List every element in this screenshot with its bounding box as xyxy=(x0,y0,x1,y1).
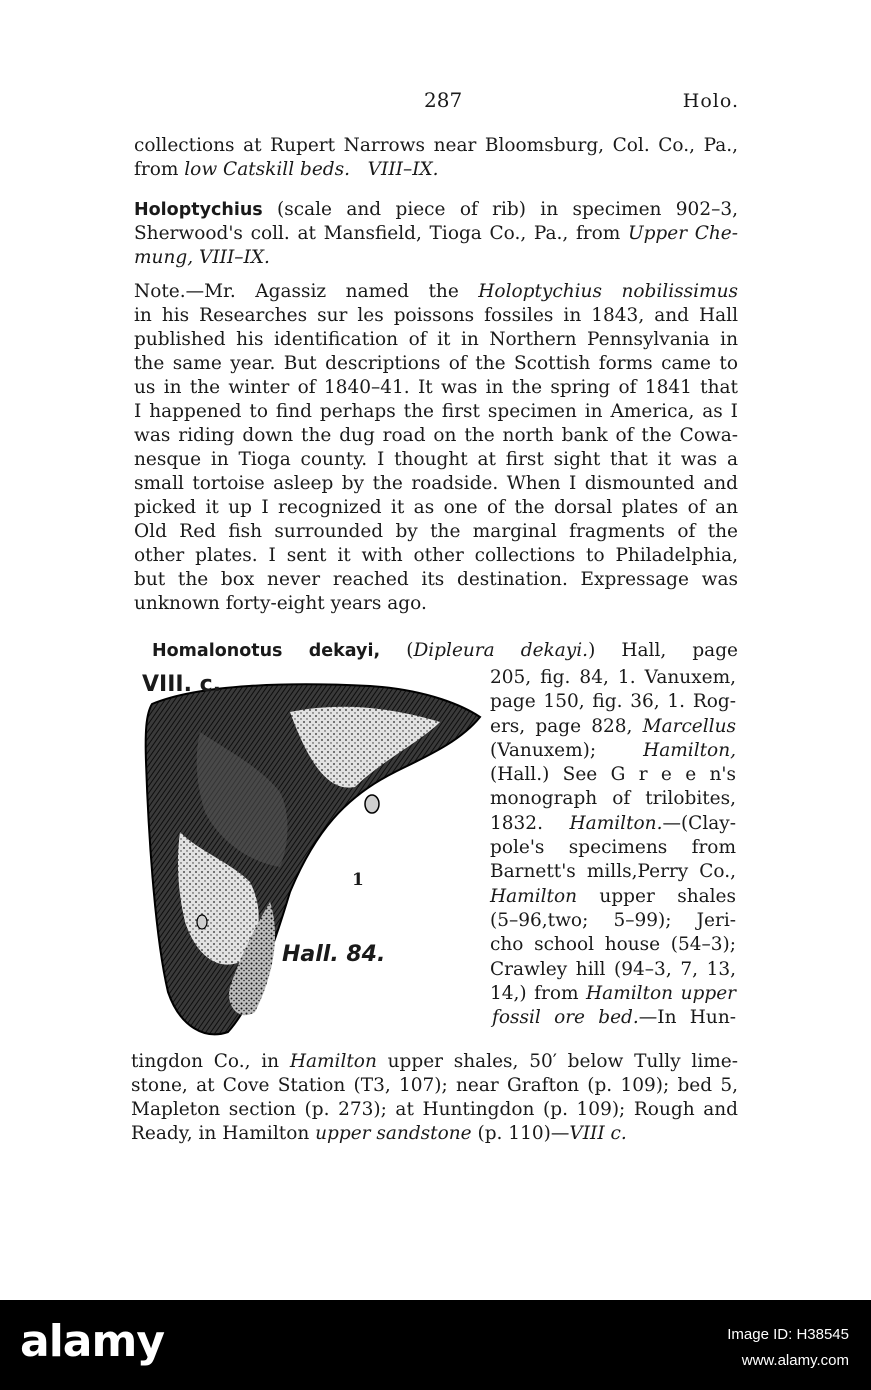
text-line: page 150, fig. 36, 1. Rog- xyxy=(490,691,736,713)
text-line: but the box never reached its destination. Expressage was xyxy=(134,569,738,590)
text-line: from low Catskill beds. VIII–IX. xyxy=(134,159,439,180)
homalonotus-heading xyxy=(152,639,738,663)
text-line: fossil ore bed.—In Hun- xyxy=(492,1007,736,1029)
text-line: 1832. Hamilton.—(Clay- xyxy=(490,812,736,834)
text-line: picked it up I recognized it as one of the dorsal plates of an xyxy=(134,497,738,518)
text-line: was riding down the dug road on the north bank of the Cowa- xyxy=(134,425,738,446)
text-line: Barnett's mills,Perry Co., xyxy=(490,861,736,883)
closing-paragraph xyxy=(131,1050,738,1146)
text-line: 205, fig. 84, 1. Vanuxem, xyxy=(490,667,736,688)
text-line: tingdon Co., in Hamilton upper shales, 50′ below Tully lime- xyxy=(131,1051,738,1072)
text-line: Hamilton upper shales xyxy=(490,885,736,907)
text-line: pole's specimens from xyxy=(490,837,736,859)
text-line: other plates. I sent it with other collections to Philadelphia, xyxy=(134,545,738,566)
text-line: us in the winter of 1840–41. It was in the spring of 1841 that xyxy=(134,377,738,398)
image-url: www.alamy.com xyxy=(741,1352,849,1369)
text-line: the same year. But descriptions of the Scottish forms came to xyxy=(134,353,738,374)
text-line: I happened to find perhaps the first specimen in America, as I xyxy=(134,401,738,422)
image-id xyxy=(727,1322,849,1374)
text-line: Mapleton section (p. 273); at Huntingdon (p. 109); Rough and xyxy=(131,1099,738,1120)
text-line: in his Researches sur les poissons fossiles in 1843, and Hall xyxy=(134,305,738,326)
text-line: (Vanuxem); Hamilton, xyxy=(490,739,736,761)
text-line: collections at Rupert Narrows near Bloomsburg, Col. Co., Pa., xyxy=(134,135,738,156)
trilobite-figure xyxy=(140,672,494,1054)
text-line: Crawley hill (94–3, 7, 13, xyxy=(490,958,736,980)
figure-side-text xyxy=(490,666,736,1030)
text-line: Old Red fish surrounded by the marginal fragments of the xyxy=(134,521,738,542)
text-line: Note.—Mr. Agassiz named the Holoptychius nobilissimus xyxy=(134,281,738,302)
figure-label-hall: Hall. 84. xyxy=(282,942,386,967)
text-line: mung, VIII–IX. xyxy=(134,247,270,268)
trilobite-illustration xyxy=(140,672,494,1054)
text-line: Ready, in Hamilton upper sandstone (p. 110)—VIII c. xyxy=(131,1123,627,1144)
trilobite-eye xyxy=(365,795,379,813)
note-paragraph xyxy=(134,280,738,616)
image-id-text: Image ID: H38545 xyxy=(727,1326,849,1343)
text-line: small tortoise asleep by the roadside. When I dismounted and xyxy=(134,473,738,494)
figure-number: 1 xyxy=(352,870,364,890)
text-line: ers, page 828, Marcellus xyxy=(490,715,736,737)
page-number: 287 xyxy=(424,88,463,112)
figure-label-top: VIII. c. xyxy=(142,672,221,697)
text-line: (Hall.) See G r e e n's xyxy=(490,764,736,786)
text-line: Homalonotus dekayi, (Dipleura dekayi.) Hall, page xyxy=(152,640,739,661)
text-line: Holoptychius (scale and piece of rib) in specimen 902–3, xyxy=(134,199,738,220)
holoptychius-entry xyxy=(134,198,738,270)
text-line: monograph of trilobites, xyxy=(490,788,736,810)
text-line: (5–96,two; 5–99); Jeri- xyxy=(490,909,736,931)
synonym-name: Dipleura dekayi. xyxy=(413,640,589,661)
text-line: stone, at Cove Station (T3, 107); near Grafton (p. 109); bed 5, xyxy=(131,1075,738,1096)
text-line: published his identification of it in Northern Pennsylvania in xyxy=(134,329,738,350)
intro-paragraph xyxy=(134,134,738,182)
genus-name: Holoptychius xyxy=(134,200,263,220)
text-line: Sherwood's coll. at Mansfield, Tioga Co., Pa., from Upper Che- xyxy=(134,223,739,244)
running-head: Holo. xyxy=(682,90,739,112)
brand-logo: alamy xyxy=(20,1316,164,1367)
text-line: cho school house (54–3); xyxy=(490,934,736,956)
trilobite-spot xyxy=(197,915,207,929)
species-name: Homalonotus dekayi, xyxy=(152,641,381,661)
text-line: nesque in Tioga county. I thought at first sight that it was a xyxy=(134,449,738,470)
text-line: 14,) from Hamilton upper xyxy=(490,982,736,1004)
text-line: unknown forty-eight years ago. xyxy=(134,593,427,614)
